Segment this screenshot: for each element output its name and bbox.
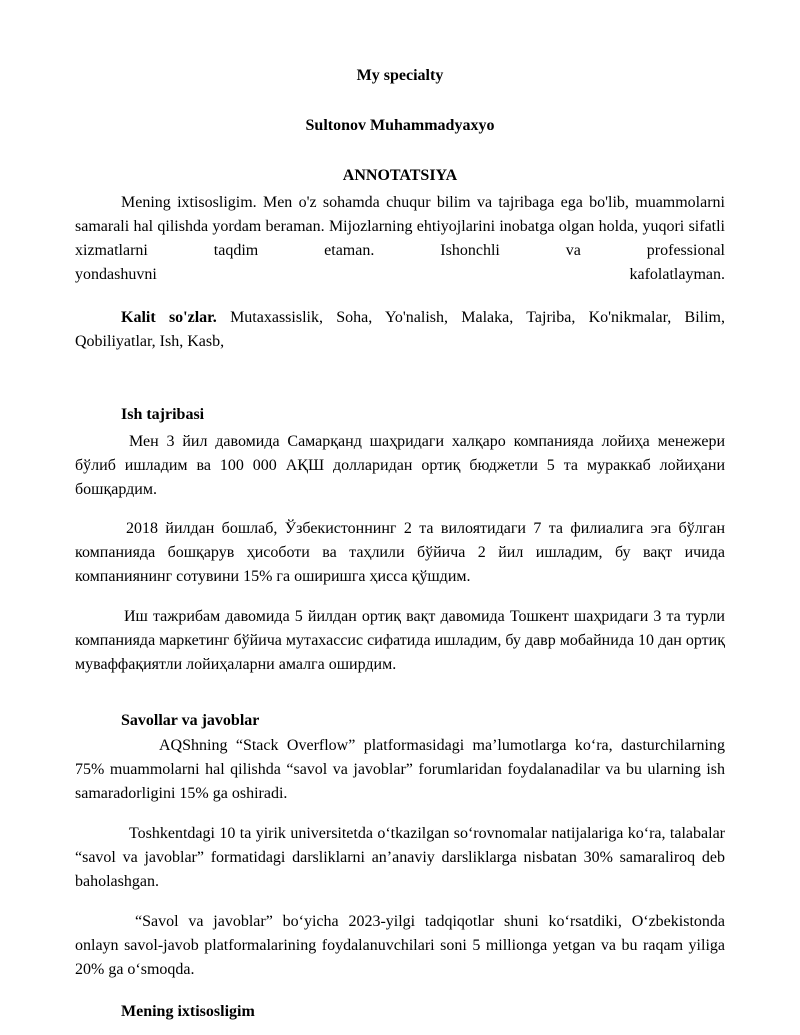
- section-paragraph: Мен 3 йил давомида Самарқанд шаҳридаги халқаро компанияда лойиҳа менежери бўлиб ишладим ва 100 000 АҚШ долларидан ортиқ бюджетли 5 та мураккаб лойиҳани бошқардим.: [75, 433, 725, 498]
- section-heading-work-experience: Ish tajribasi: [121, 406, 205, 423]
- keywords-text: Mutaxassislik, Soha, Yo'nalish, Malaka, Tajriba, Ko'nikmalar, Bilim, Qobiliyatlar, Ish, Kasb,: [75, 309, 725, 350]
- section-paragraph: Toshkentdagi 10 ta yirik universitetda o‘tkazilgan so‘rovnomalar natijalariga ko‘ra, talabalar “savol va javoblar” formatidagi darsliklarni an’anaviy darsliklarga nisbatan 30% samaraliroq deb baholashgan.: [75, 825, 725, 890]
- section-heading-my-specialty: Mening ixtisosligim: [121, 1003, 255, 1020]
- section-heading-qa: Savollar va javoblar: [121, 712, 260, 729]
- section-paragraph: 2018 йилдан бошлаб, Ўзбекистоннинг 2 та вилоятидаги 7 та филиалига эга бўлган компанияда бошқарув ҳисоботи ва таҳлили бўйича 2 йил ишладим, бу вақт ичида компаниянинг сотувини 15% га оширишга ҳисса қўшдим.: [75, 520, 725, 585]
- author-name: Sultonov Muhammadyaxyo: [305, 117, 495, 134]
- annotation-last-line: [75, 263, 725, 287]
- annotation-tail-right: kafolatlayman.: [629, 266, 725, 283]
- document-title: My specialty: [356, 67, 444, 84]
- section-paragraph: “Savol va javoblar” bo‘yicha 2023-yilgi tadqiqotlar shuni ko‘rsatdiki, O‘zbekistonda onlayn savol-javob platformalarining foydalanuvchilari soni 5 millionga yetgan va bu raqam yiliga 20% ga o‘smoqda.: [75, 913, 725, 978]
- keywords-label: Kalit so'zlar.: [121, 309, 217, 326]
- annotation-tail-left: yondashuvni: [75, 266, 157, 283]
- section-paragraph: AQShning “Stack Overflow” platformasidagi ma’lumotlarga ko‘ra, dasturchilarning 75% muammolarni hal qilishda “savol va javoblar” forumlaridan foydalanadilar va bu ularning ish samaradorligini 15% ga oshiradi.: [75, 737, 725, 802]
- annotation-paragraph: [75, 191, 725, 263]
- annotation-heading: ANNOTATSIYA: [342, 167, 458, 184]
- annotation-text: Mening ixtisosligim. Men o'z sohamda chuqur bilim va tajribaga ega bo'lib, muammolarni samarali hal qilishda yordam beraman. Mijozlarning ehtiyojlarini inobatga olgan holda, yuqori sifatli xizmatlarni taqdim etaman. Ishonchli va professional: [75, 194, 725, 259]
- section-paragraph: Иш тажрибам давомида 5 йилдан ортиқ вақт давомида Тошкент шаҳридаги 3 та турли компанияда маркетинг бўйича мутахассис сифатида ишладим, бу давр мобайнида 10 дан ортиқ муваффақиятли лойиҳаларни амалга оширдим.: [75, 608, 725, 673]
- keywords-paragraph: [75, 306, 725, 354]
